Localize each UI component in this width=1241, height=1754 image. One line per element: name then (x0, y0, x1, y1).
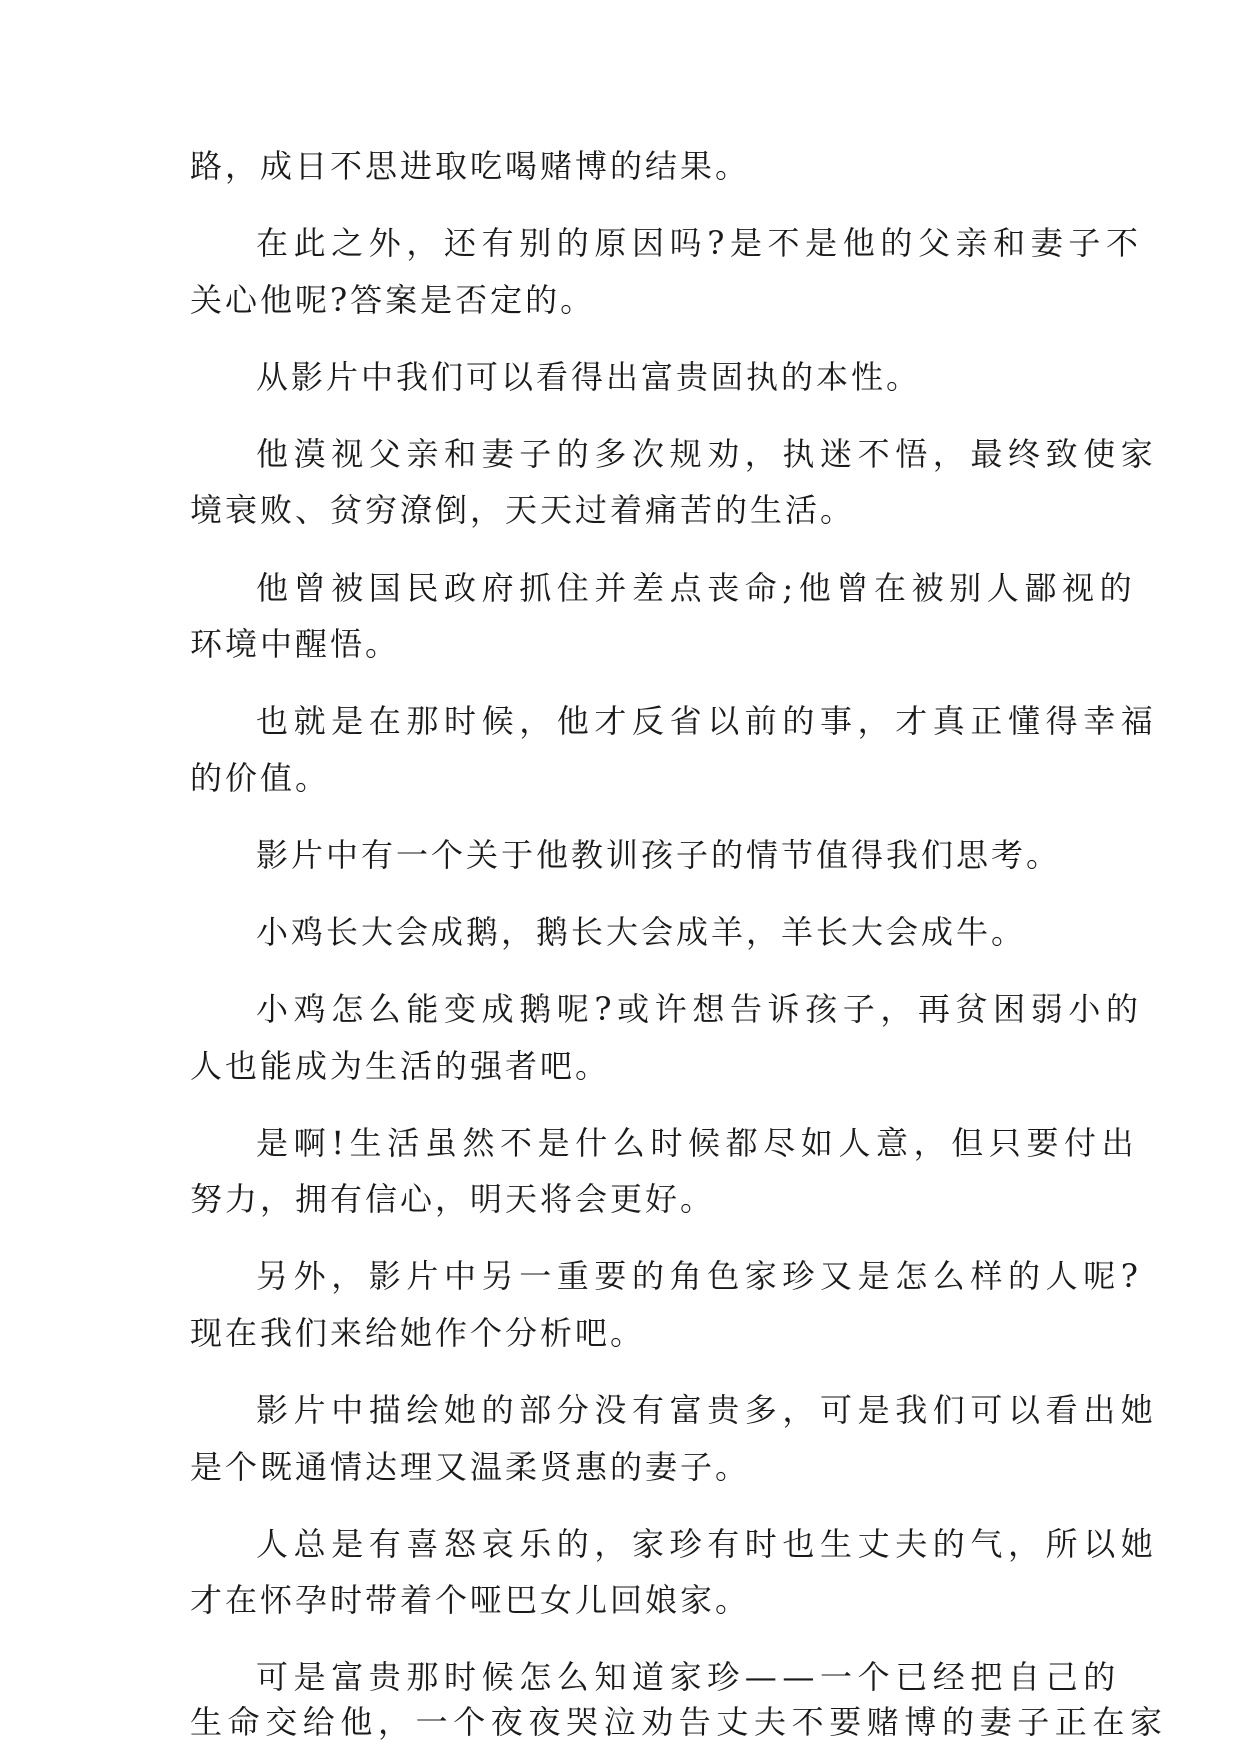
paragraph-first-line: 也就是在那时候，他才反省以前的事，才真正懂得幸福 (256, 702, 1159, 740)
text-line: 境衰败、贫穷潦倒，天天过着痛苦的生活。 (190, 491, 856, 529)
text-line: 生命交给他，一个夜夜哭泣劝告丈夫不要赌博的妻子正在家 (190, 1703, 1168, 1741)
text-line: 现在我们来给她作个分析吧。 (190, 1314, 646, 1352)
paragraph-first-line: 影片中描绘她的部分没有富贵多，可是我们可以看出她 (256, 1391, 1159, 1429)
paragraph-first-line: 他曾被国民政府抓住并差点丧命;他曾在被别人鄙视的 (256, 569, 1138, 607)
paragraph-first-line: 可是富贵那时候怎么知道家珍——一个已经把自己的 (256, 1658, 1121, 1696)
paragraph-first-line: 小鸡怎么能变成鹅呢?或许想告诉孩子，再贫困弱小的 (256, 990, 1144, 1028)
paragraph-first-line: 是啊!生活虽然不是什么时候都尽如人意，但只要付出 (256, 1124, 1140, 1162)
text-line: 环境中醒悟。 (190, 625, 401, 663)
text-line: 是个既通情达理又温柔贤惠的妻子。 (190, 1448, 751, 1486)
paragraph-first-line: 从影片中我们可以看得出富贵固执的本性。 (256, 358, 922, 396)
paragraph-first-line: 人总是有喜怒哀乐的，家珍有时也生丈夫的气，所以她 (256, 1525, 1159, 1563)
text-line: 的价值。 (190, 759, 331, 797)
text-line: 才在怀孕时带着个哑巴女儿回娘家。 (190, 1581, 751, 1619)
text-line: 关心他呢?答案是否定的。 (190, 281, 596, 319)
text-line: 努力，拥有信心，明天将会更好。 (190, 1180, 716, 1218)
paragraph-first-line: 在此之外，还有别的原因吗?是不是他的父亲和妻子不 (256, 224, 1144, 262)
paragraph-first-line: 他漠视父亲和妻子的多次规劝，执迷不悟，最终致使家 (256, 435, 1159, 473)
text-line: 路，成日不思进取吃喝赌博的结果。 (190, 147, 751, 185)
paragraph-first-line: 另外，影片中另一重要的角色家珍又是怎么样的人呢? (256, 1257, 1144, 1295)
paragraph-first-line: 影片中有一个关于他教训孩子的情节值得我们思考。 (256, 836, 1062, 874)
paragraph-first-line: 小鸡长大会成鹅，鹅长大会成羊，羊长大会成牛。 (256, 913, 1027, 951)
text-line: 人也能成为生活的强者吧。 (190, 1047, 611, 1085)
